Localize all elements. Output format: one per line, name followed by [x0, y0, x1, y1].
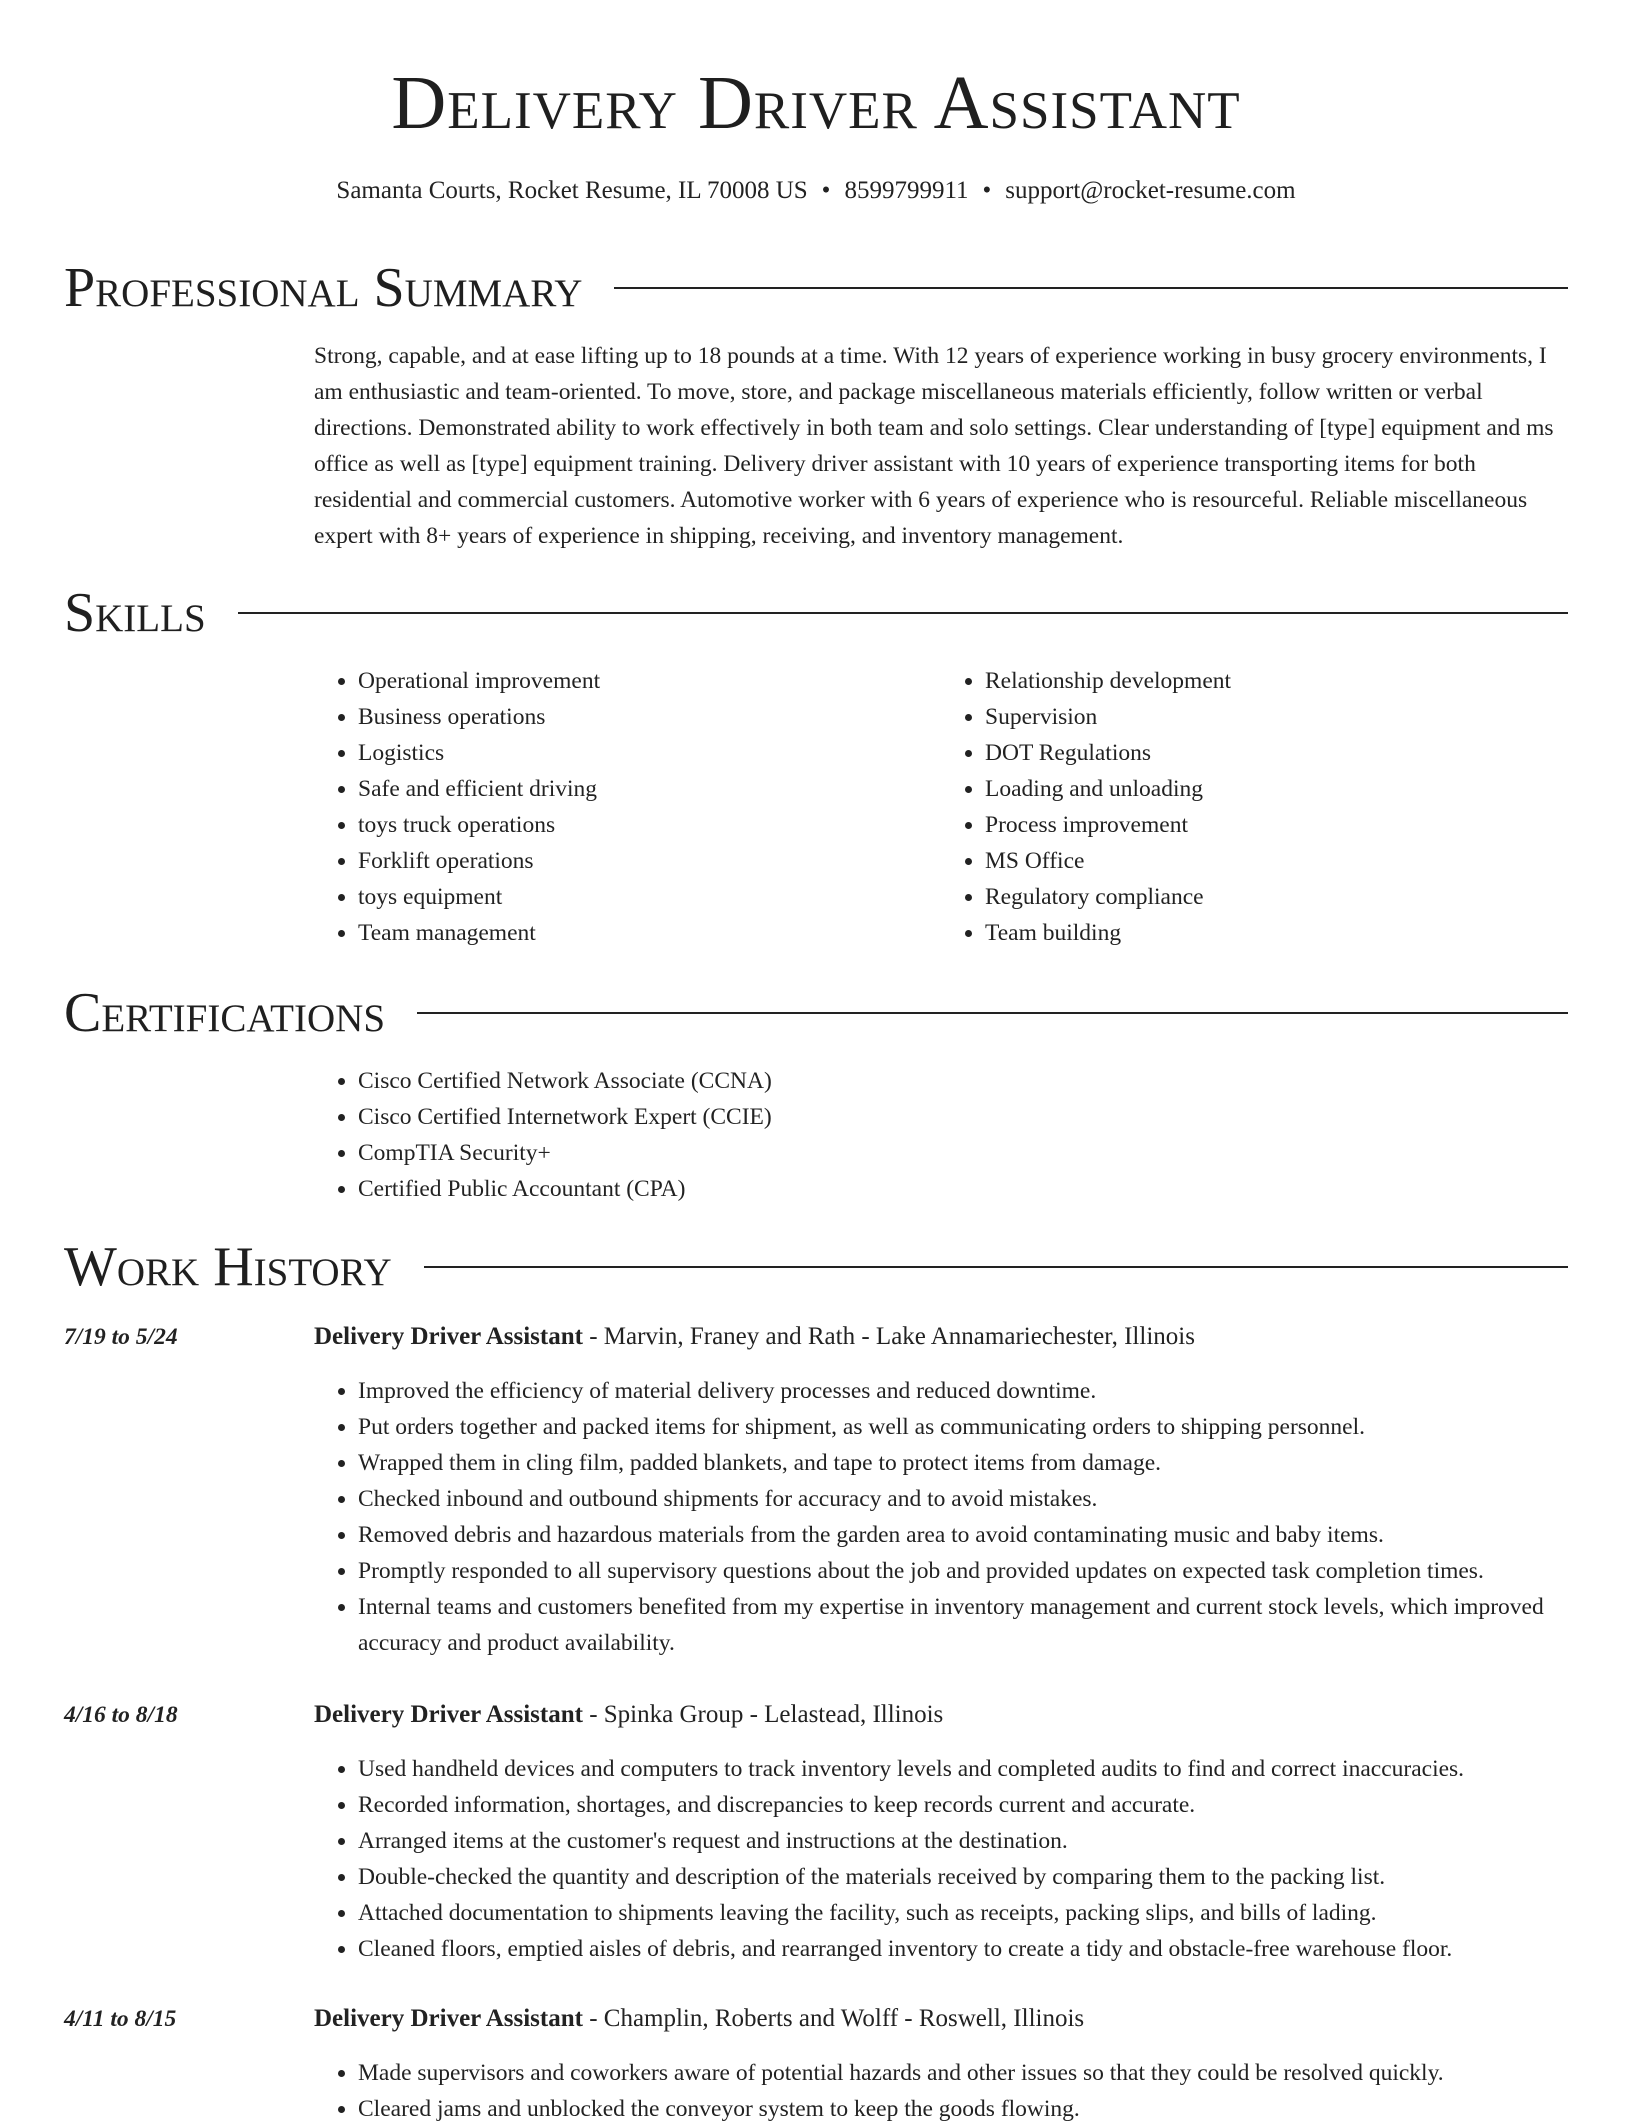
section-divider	[424, 1266, 1568, 1268]
job-bullet: • Promptly responded to all supervisory questions about the job and provided updates on expected task completion times.	[358, 1553, 1568, 1589]
job-entry	[64, 1697, 1568, 1967]
job-entry	[64, 2001, 1568, 2127]
section-header-certifications	[64, 983, 1568, 1043]
job-dates: 7/19 to 5/24	[64, 1324, 178, 1350]
job-bullet: • Cleared jams and unblocked the conveyor system to keep the goods flowing.	[358, 2091, 1568, 2127]
job-heading	[314, 2001, 1568, 2037]
skills-column-left	[314, 663, 941, 951]
job-title: Delivery Driver Assistant	[314, 1701, 583, 1728]
section-divider	[417, 1012, 1568, 1014]
job-employer: - Champlin, Roberts and Wolff - Roswell, Illinois	[582, 2005, 1085, 2032]
skill-item: • Supervision	[985, 699, 1568, 735]
section-title: Certifications	[64, 982, 386, 1044]
skill-item: • Process improvement	[985, 807, 1568, 843]
skill-item: • Forklift operations	[358, 843, 941, 879]
skill-item: • Logistics	[358, 735, 941, 771]
skill-item: • DOT Regulations	[985, 735, 1568, 771]
skill-item: • Team management	[358, 915, 941, 951]
phone: 8599799911	[844, 177, 969, 204]
skill-item: • Team building	[985, 915, 1568, 951]
section-divider	[238, 612, 1568, 614]
section-header-summary	[64, 258, 1568, 318]
section-header-skills	[64, 583, 1568, 643]
job-bullet: • Removed debris and hazardous materials from the garden area to avoid contaminating music and baby items.	[358, 1517, 1568, 1553]
certification-item: • Cisco Certified Internetwork Expert (CCIE)	[358, 1099, 1568, 1135]
job-bullet: • Internal teams and customers benefited from my expertise in inventory management and current stock levels, which improved accuracy and product availability.	[358, 1589, 1568, 1661]
job-bullet: • Made supervisors and coworkers aware of potential hazards and other issues so that they could be resolved quickly.	[358, 2055, 1568, 2091]
skill-item: • Safe and efficient driving	[358, 771, 941, 807]
skill-item: • Loading and unloading	[985, 771, 1568, 807]
summary-text: Strong, capable, and at ease lifting up to 18 pounds at a time. With 12 years of experience working in busy grocery environments, I am enthusiastic and team-oriented. To move, store, and package miscellaneous materials efficiently, follow written or verbal directions. Demonstrated ability to work effectively in both team and solo settings. Clear understanding of [type] equipment and ms office as well as [type] equipment training. Delivery driver assistant with 10 years of experience transporting items for both residential and commercial customers. Automotive worker with 6 years of experience who is resourceful. Reliable miscellaneous expert with 8+ years of experience in shipping, receiving, and inventory management.	[314, 343, 1554, 549]
separator-dot: •	[982, 177, 992, 204]
job-bullet: • Double-checked the quantity and description of the materials received by comparing them to the packing list.	[358, 1859, 1568, 1895]
skills-list	[314, 663, 1568, 951]
skills-column-right	[941, 663, 1568, 951]
job-employer: - Spinka Group - Lelastead, Illinois	[582, 1701, 944, 1728]
job-bullet: • Cleaned floors, emptied aisles of debris, and rearranged inventory to create a tidy and obstacle-free warehouse floor.	[358, 1931, 1568, 1967]
address: Samanta Courts, Rocket Resume, IL 70008 US	[336, 177, 808, 204]
skill-item: • MS Office	[985, 843, 1568, 879]
job-title: Delivery Driver Assistant	[314, 2005, 583, 2032]
skill-item: • Business operations	[358, 699, 941, 735]
skill-item: • toys truck operations	[358, 807, 941, 843]
skill-item: • Regulatory compliance	[985, 879, 1568, 915]
job-dates: 4/11 to 8/15	[64, 2006, 177, 2032]
job-title: Delivery Driver Assistant	[314, 1323, 583, 1350]
job-bullet: • Improved the efficiency of material delivery processes and reduced downtime.	[358, 1373, 1568, 1409]
job-heading	[314, 1697, 1568, 1733]
job-bullet: • Attached documentation to shipments leaving the facility, such as receipts, packing slips, and bills of lading.	[358, 1895, 1568, 1931]
section-title: Professional Summary	[64, 257, 583, 319]
job-bullet: • Wrapped them in cling film, padded blankets, and tape to protect items from damage.	[358, 1445, 1568, 1481]
job-bullet: • Used handheld devices and computers to track inventory levels and completed audits to find and correct inaccuracies.	[358, 1751, 1568, 1787]
job-entry	[64, 1319, 1568, 1661]
certification-item: • Cisco Certified Network Associate (CCNA)	[358, 1063, 1568, 1099]
job-bullet: • Checked inbound and outbound shipments for accuracy and to avoid mistakes.	[358, 1481, 1568, 1517]
job-bullet: • Recorded information, shortages, and discrepancies to keep records current and accurate.	[358, 1787, 1568, 1823]
section-header-work-history	[64, 1237, 1568, 1297]
certification-item: • Certified Public Accountant (CPA)	[358, 1171, 1568, 1207]
job-bullets	[314, 1373, 1568, 1661]
job-bullet: • Arranged items at the customer's request and instructions at the destination.	[358, 1823, 1568, 1859]
certifications-list	[314, 1063, 1568, 1207]
section-title: Work History	[64, 1236, 392, 1298]
job-bullet: • Put orders together and packed items for shipment, as well as communicating orders to shipping personnel.	[358, 1409, 1568, 1445]
job-bullets	[314, 2055, 1568, 2127]
contact-line	[0, 174, 1632, 208]
email-link[interactable]: support@rocket-resume.com	[1005, 177, 1296, 204]
job-heading	[314, 1319, 1568, 1355]
section-divider	[614, 287, 1568, 289]
separator-dot: •	[821, 177, 831, 204]
job-bullets	[314, 1751, 1568, 1967]
job-employer: - Marvin, Franey and Rath - Lake Annamariechester, Illinois	[582, 1323, 1195, 1350]
resume-name: Delivery Driver Assistant	[391, 61, 1241, 145]
skill-item: • Operational improvement	[358, 663, 941, 699]
skill-item: • toys equipment	[358, 879, 941, 915]
skill-item: • Relationship development	[985, 663, 1568, 699]
job-dates: 4/16 to 8/18	[64, 1702, 178, 1728]
section-title: Skills	[64, 582, 206, 644]
certification-item: • CompTIA Security+	[358, 1135, 1568, 1171]
